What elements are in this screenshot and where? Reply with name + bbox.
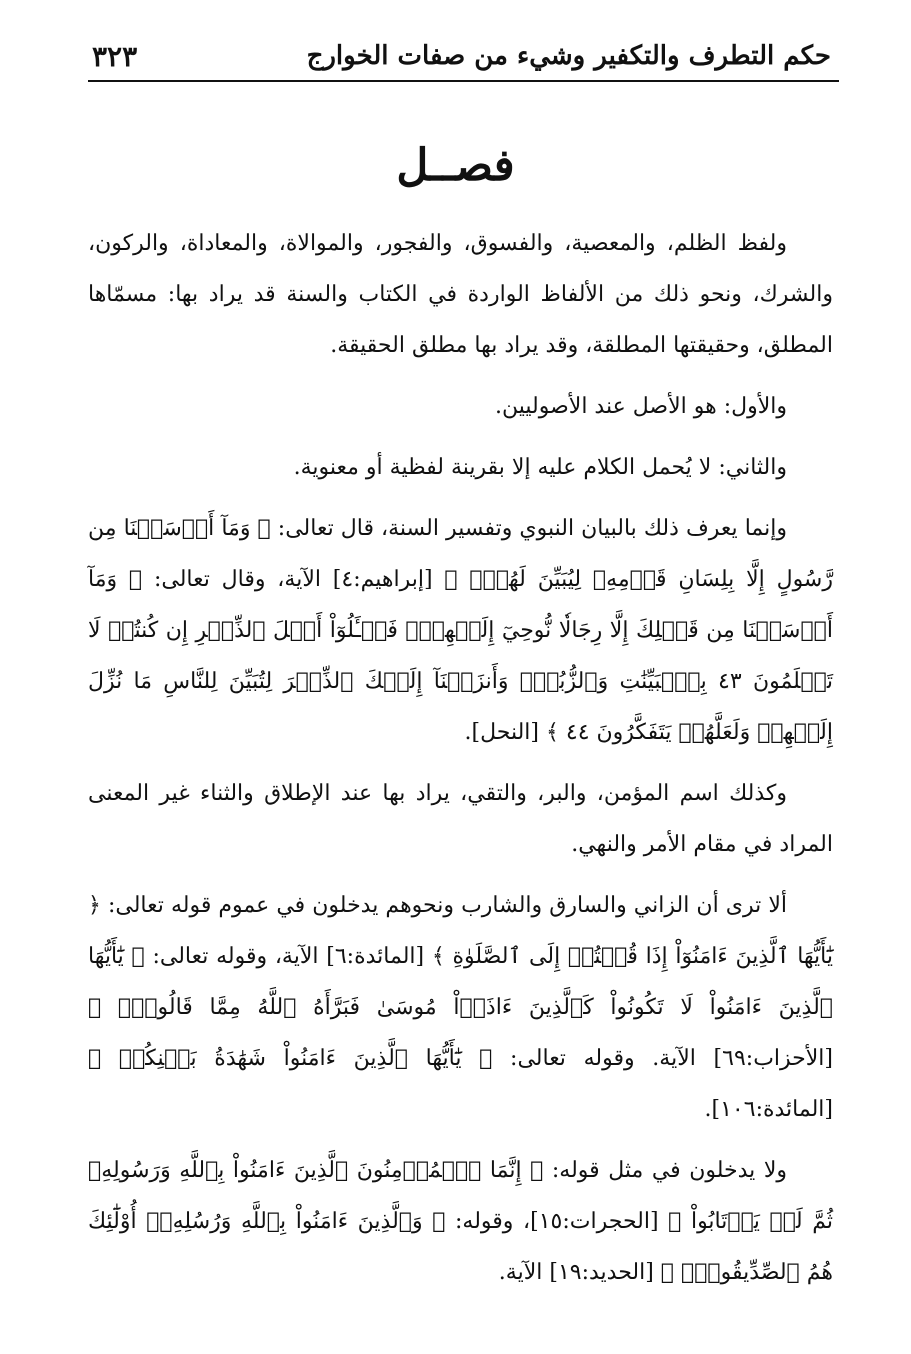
header-rule — [88, 80, 839, 82]
running-title: حكم التطرف والتكفير وشيء من صفات الخوارج — [306, 41, 831, 71]
paragraph: وإنما يعرف ذلك بالبيان النبوي وتفسير السنة، قال تعالى: ﴿ وَمَآ أَرۡسَلۡنَا مِن رَّسُولٍ إِلَّا بِلِسَانِ قَوۡمِهِۦ لِيُبَيِّنَ لَهُمۡۖ ﴾ [إبراهيم:٤] الآية، وقال تعالى: ﴿ وَمَآ أَرۡسَلۡنَا مِن قَبۡلِكَ إِلَّا رِجَالٗا نُّوحِيٓ إِلَيۡهِمۡۚ فَسۡـَٔلُوٓاْ أَهۡلَ ٱلذِّكۡرِ إِن كُنتُمۡ لَا تَعۡلَمُونَ ٤٣ بِٱلۡبَيِّنَٰتِ وَٱلزُّبُرِۗ وَأَنزَلۡنَآ إِلَيۡكَ ٱلذِّكۡرَ لِتُبَيِّنَ لِلنَّاسِ مَا نُزِّلَ إِلَيۡهِمۡ وَلَعَلَّهُمۡ يَتَفَكَّرُونَ ٤٤ ﴾ [النحل]. — [88, 516, 833, 745]
paragraph: وكذلك اسم المؤمن، والبر، والتقي، يراد بها عند الإطلاق والثناء غير المعنى المراد في مقام الأمر والنهي. — [88, 781, 833, 857]
body-text — [88, 218, 833, 1308]
section-title: فصــل — [396, 140, 515, 191]
paragraph: ألا ترى أن الزاني والسارق والشارب ونحوهم يدخلون في عموم قوله تعالى: ﴿ يَٰٓأَيُّهَا ٱلَّذِينَ ءَامَنُوٓاْ إِذَا قُمۡتُمۡ إِلَى ٱلصَّلَوٰةِ ﴾ [المائدة:٦] الآية، وقوله تعالى: ﴿ يَٰٓأَيُّهَا ٱلَّذِينَ ءَامَنُواْ لَا تَكُونُواْ كَٱلَّذِينَ ءَاذَوۡاْ مُوسَىٰ فَبَرَّأَهُ ٱللَّهُ مِمَّا قَالُواْۚ ﴾ [الأحزاب:٦٩] الآية. وقوله تعالى: ﴿ يَٰٓأَيُّهَا ٱلَّذِينَ ءَامَنُواْ شَهَٰدَةُ بَيۡنِكُمۡ ﴾ [المائدة:١٠٦]. — [88, 893, 833, 1122]
paragraph: ولا يدخلون في مثل قوله: ﴿ إِنَّمَا ٱلۡمُؤۡمِنُونَ ٱلَّذِينَ ءَامَنُواْ بِٱللَّهِ وَرَسُولِهِۦ ثُمَّ لَمۡ يَرۡتَابُواْ ﴾ [الحجرات:١٥]، وقوله: ﴿ وَٱلَّذِينَ ءَامَنُواْ بِٱللَّهِ وَرُسُلِهِۦٓ أُوْلَٰٓئِكَ هُمُ ٱلصِّدِّيقُونَۖ ﴾ [الحديد:١٩] الآية. — [88, 1158, 833, 1285]
running-header — [92, 34, 831, 78]
paragraph: والثاني: لا يُحمل الكلام عليه إلا بقرينة لفظية أو معنوية. — [293, 455, 787, 480]
page-number: ٣٢٣ — [92, 39, 138, 73]
paragraph: ولفظ الظلم، والمعصية، والفسوق، والفجور، والموالاة، والمعاداة، والركون، والشرك، ونحو ذلك من الألفاظ الواردة في الكتاب والسنة قد يراد بها: مسمّاها المطلق، وحقيقتها المطلقة، وقد يراد بها مطلق الحقيقة. — [88, 231, 833, 358]
paragraph: والأول: هو الأصل عند الأصوليين. — [495, 394, 787, 419]
